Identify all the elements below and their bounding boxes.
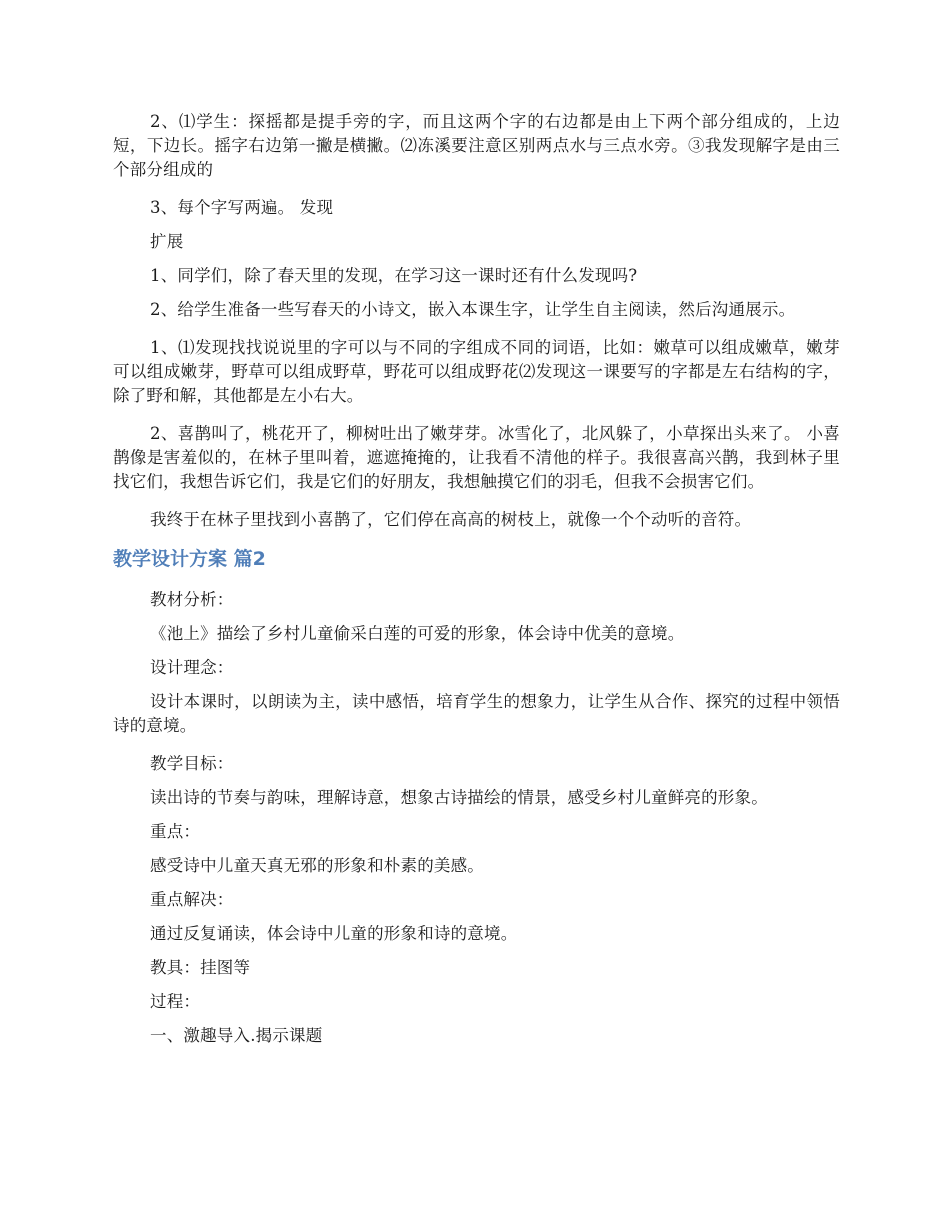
paragraph: 感受诗中儿童天真无邪的形象和朴素的美感。: [150, 856, 484, 875]
paragraph: 一、激趣导入.揭示课题: [150, 1026, 323, 1045]
section-heading: 教学设计方案 篇2: [113, 548, 266, 570]
paragraph: 《池上》描绘了乡村儿童偷采白莲的可爱的形象，体会诗中优美的意境。: [150, 624, 685, 643]
paragraph: 3、每个字写两遍。 发现: [150, 198, 334, 217]
paragraph: 重点：: [150, 822, 201, 841]
paragraph: 设计理念：: [150, 658, 234, 677]
paragraph: 重点解决：: [150, 890, 234, 909]
paragraph: 读出诗的节奏与韵味，理解诗意，想象古诗描绘的情景，感受乡村儿童鲜亮的形象。: [150, 788, 768, 807]
paragraph: 教学目标：: [150, 754, 234, 773]
paragraph: 教材分析：: [150, 590, 234, 609]
document-body: [113, 110, 840, 1058]
paragraph: 教具：挂图等: [150, 958, 251, 977]
paragraph: 过程：: [150, 992, 201, 1011]
paragraph: 2、喜鹊叫了，桃花开了，柳树吐出了嫩芽芽。冰雪化了，北风躲了，小草探出头来了。 小喜鹊像是害羞似的，在林子里叫着，遮遮掩掩的，让我看不清他的样子。我很喜高兴鹊，我到林子里找它们，我想告诉它们，我是它们的好朋友，我想触摸它们的羽毛，但我不会损害它们。: [113, 424, 840, 491]
paragraph: 1、⑴发现找找说说里的字可以与不同的字组成不同的词语，比如：嫩草可以组成嫩草，嫩芽可以组成嫩芽，野草可以组成野草，野花可以组成野花⑵发现这一课要写的字都是左右结构的字，除了野和解，其他都是左小右大。: [113, 338, 840, 405]
paragraph: 通过反复诵读，体会诗中儿童的形象和诗的意境。: [150, 924, 518, 943]
paragraph: 我终于在林子里找到小喜鹊了，它们停在高高的树枝上，就像一个个动听的音符。: [150, 510, 752, 529]
paragraph: 2、⑴学生：探摇都是提手旁的字，而且这两个字的右边都是由上下两个部分组成的，上边短，下边长。摇字右边第一撇是横撇。⑵冻溪要注意区别两点水与三点水旁。③我发现解字是由三个部分组成的: [113, 112, 840, 179]
paragraph: 2、给学生准备一些写春天的小诗文，嵌入本课生字，让学生自主阅读，然后沟通展示。: [150, 300, 796, 319]
paragraph: 1、同学们，除了春天里的发现，在学习这一课时还有什么发现吗?: [150, 266, 638, 285]
paragraph: 设计本课时，以朗读为主，读中感悟，培育学生的想象力，让学生从合作、探究的过程中领悟诗的意境。: [113, 692, 840, 735]
paragraph: 扩展: [150, 232, 184, 251]
